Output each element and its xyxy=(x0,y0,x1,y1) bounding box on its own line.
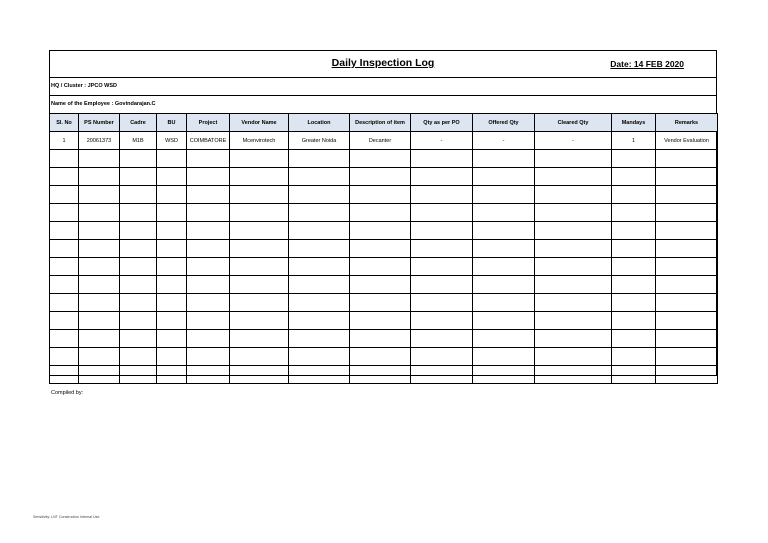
col-bu: BU xyxy=(157,114,187,132)
table-row xyxy=(50,258,718,276)
table-cell xyxy=(656,366,718,384)
table-cell xyxy=(50,294,79,312)
table-cell xyxy=(411,366,473,384)
cell-ps-number: 20061373 xyxy=(79,132,120,150)
table-cell xyxy=(350,348,411,366)
table-cell xyxy=(157,330,187,348)
col-offered-qty: Offered Qty xyxy=(473,114,535,132)
col-cadre: Cadre xyxy=(120,114,157,132)
col-ps-number: PS Number xyxy=(79,114,120,132)
table-cell xyxy=(79,150,120,168)
table-row xyxy=(50,276,718,294)
compiled-by-label: Compiled by: xyxy=(51,390,84,396)
table-row xyxy=(50,204,718,222)
table-cell xyxy=(289,240,350,258)
table-row xyxy=(50,132,718,150)
table-cell xyxy=(411,312,473,330)
table-cell xyxy=(289,204,350,222)
table-cell xyxy=(612,186,656,204)
table-cell xyxy=(230,312,289,330)
table-cell xyxy=(656,222,718,240)
table-cell xyxy=(535,330,612,348)
table-cell xyxy=(157,348,187,366)
table-cell xyxy=(230,168,289,186)
table-cell xyxy=(350,168,411,186)
table-cell xyxy=(350,240,411,258)
table-cell xyxy=(473,312,535,330)
table-cell xyxy=(612,348,656,366)
employee-row xyxy=(50,96,716,114)
table-cell xyxy=(411,186,473,204)
table-cell xyxy=(230,204,289,222)
table-cell xyxy=(350,294,411,312)
table-cell xyxy=(411,294,473,312)
table-cell xyxy=(473,348,535,366)
table-cell xyxy=(50,312,79,330)
col-remarks: Remarks xyxy=(656,114,718,132)
table-cell xyxy=(656,240,718,258)
table-row xyxy=(50,294,718,312)
table-cell xyxy=(350,330,411,348)
cell-bu: WSD xyxy=(157,132,187,150)
table-cell xyxy=(411,222,473,240)
table-cell xyxy=(187,222,230,240)
table-cell xyxy=(289,258,350,276)
table-row xyxy=(50,330,718,348)
table-cell xyxy=(79,222,120,240)
hq-cluster-row xyxy=(50,78,716,96)
table-cell xyxy=(350,276,411,294)
table-cell xyxy=(230,348,289,366)
table-cell xyxy=(120,258,157,276)
table-cell xyxy=(187,204,230,222)
table-cell xyxy=(289,186,350,204)
table-cell xyxy=(157,150,187,168)
table-cell xyxy=(157,186,187,204)
col-qty-po: Qty as per PO xyxy=(411,114,473,132)
table-cell xyxy=(50,240,79,258)
table-cell xyxy=(350,312,411,330)
table-cell xyxy=(50,276,79,294)
table-cell xyxy=(612,168,656,186)
table-cell xyxy=(120,222,157,240)
table-cell xyxy=(50,186,79,204)
table-cell xyxy=(187,348,230,366)
table-cell xyxy=(473,366,535,384)
table-cell xyxy=(535,312,612,330)
table-cell xyxy=(535,222,612,240)
table-cell xyxy=(411,348,473,366)
table-cell xyxy=(120,168,157,186)
table-cell xyxy=(187,168,230,186)
table-cell xyxy=(79,258,120,276)
table-cell xyxy=(79,186,120,204)
table-cell xyxy=(535,240,612,258)
table-cell xyxy=(411,150,473,168)
table-cell xyxy=(612,204,656,222)
table-cell xyxy=(411,240,473,258)
table-cell xyxy=(289,348,350,366)
table-cell xyxy=(79,348,120,366)
table-cell xyxy=(350,204,411,222)
col-location: Location xyxy=(289,114,350,132)
table-cell xyxy=(411,276,473,294)
table-cell xyxy=(473,222,535,240)
table-cell xyxy=(656,294,718,312)
table-cell xyxy=(230,330,289,348)
table-cell xyxy=(656,258,718,276)
table-cell xyxy=(120,186,157,204)
table-cell xyxy=(79,330,120,348)
table-row xyxy=(50,366,718,384)
table-cell xyxy=(230,186,289,204)
table-cell xyxy=(50,150,79,168)
table-cell xyxy=(656,186,718,204)
table-cell xyxy=(230,222,289,240)
table-cell xyxy=(535,168,612,186)
table-cell xyxy=(79,366,120,384)
table-cell xyxy=(157,168,187,186)
table-cell xyxy=(187,150,230,168)
table-row xyxy=(50,186,718,204)
table-cell xyxy=(50,348,79,366)
table-row xyxy=(50,348,718,366)
table-cell xyxy=(79,240,120,258)
table-cell xyxy=(157,222,187,240)
table-cell xyxy=(50,366,79,384)
table-cell xyxy=(535,366,612,384)
col-project: Project xyxy=(187,114,230,132)
table-cell xyxy=(50,258,79,276)
col-description: Description of item xyxy=(350,114,411,132)
table-cell xyxy=(535,348,612,366)
table-cell xyxy=(187,258,230,276)
col-vendor-name: Vendor Name xyxy=(230,114,289,132)
table-cell xyxy=(230,150,289,168)
table-cell xyxy=(411,258,473,276)
table-cell xyxy=(120,294,157,312)
table-cell xyxy=(50,204,79,222)
table-cell xyxy=(157,204,187,222)
table-row xyxy=(50,168,718,186)
table-cell xyxy=(473,240,535,258)
table-cell xyxy=(230,258,289,276)
cell-remarks: Vendor Evaluation xyxy=(656,132,718,150)
table-cell xyxy=(120,330,157,348)
table-cell xyxy=(289,330,350,348)
table-cell xyxy=(612,258,656,276)
table-cell xyxy=(612,312,656,330)
table-cell xyxy=(411,330,473,348)
table-cell xyxy=(120,348,157,366)
table-cell xyxy=(79,276,120,294)
table-cell xyxy=(535,204,612,222)
table-cell xyxy=(656,168,718,186)
table-cell xyxy=(50,168,79,186)
table-cell xyxy=(157,276,187,294)
table-cell xyxy=(612,276,656,294)
table-cell xyxy=(187,330,230,348)
table-cell xyxy=(612,330,656,348)
table-cell xyxy=(120,276,157,294)
table-cell xyxy=(350,366,411,384)
table-cell xyxy=(187,294,230,312)
table-cell xyxy=(656,348,718,366)
table-cell xyxy=(473,168,535,186)
table-cell xyxy=(411,204,473,222)
table-cell xyxy=(656,204,718,222)
table-cell xyxy=(187,186,230,204)
table-cell xyxy=(473,258,535,276)
inspection-log-sheet xyxy=(49,50,717,376)
cell-cleared-qty: - xyxy=(535,132,612,150)
table-cell xyxy=(120,312,157,330)
table-cell xyxy=(289,168,350,186)
table-cell xyxy=(50,222,79,240)
table-cell xyxy=(535,276,612,294)
table-cell xyxy=(350,222,411,240)
table-cell xyxy=(350,186,411,204)
table-cell xyxy=(187,366,230,384)
table-cell xyxy=(79,312,120,330)
table-cell xyxy=(120,204,157,222)
page-title: Daily Inspection Log xyxy=(331,57,435,69)
employee-label: Name of the Employee : Govindarajan.C xyxy=(51,101,156,107)
table-cell xyxy=(79,168,120,186)
col-cleared-qty: Cleared Qty xyxy=(535,114,612,132)
table-cell xyxy=(473,204,535,222)
cell-cadre: M1B xyxy=(120,132,157,150)
table-cell xyxy=(473,276,535,294)
cell-location: Greater Noida xyxy=(289,132,350,150)
table-cell xyxy=(289,312,350,330)
table-cell xyxy=(656,330,718,348)
table-cell xyxy=(289,294,350,312)
table-cell xyxy=(656,276,718,294)
inspection-table xyxy=(49,113,718,384)
col-mandays: Mandays xyxy=(612,114,656,132)
table-cell xyxy=(120,366,157,384)
table-cell xyxy=(350,150,411,168)
table-cell xyxy=(411,168,473,186)
table-cell xyxy=(535,186,612,204)
table-row xyxy=(50,312,718,330)
table-cell xyxy=(612,222,656,240)
report-date: Date: 14 FEB 2020 xyxy=(610,59,684,69)
table-cell xyxy=(230,240,289,258)
cell-project: COIMBATORE xyxy=(187,132,230,150)
title-row xyxy=(50,51,716,78)
cell-mandays: 1 xyxy=(612,132,656,150)
sensitivity-label: Sensitivity: LNT Construction Internal Use xyxy=(33,515,100,519)
table-cell xyxy=(230,276,289,294)
table-cell xyxy=(535,294,612,312)
table-cell xyxy=(289,276,350,294)
table-cell xyxy=(157,258,187,276)
table-cell xyxy=(187,312,230,330)
cell-sl-no: 1 xyxy=(50,132,79,150)
table-cell xyxy=(473,294,535,312)
table-cell xyxy=(157,366,187,384)
table-cell xyxy=(230,366,289,384)
table-cell xyxy=(350,258,411,276)
table-cell xyxy=(473,150,535,168)
table-cell xyxy=(157,240,187,258)
table-cell xyxy=(120,240,157,258)
table-cell xyxy=(656,150,718,168)
table-cell xyxy=(612,240,656,258)
table-cell xyxy=(289,366,350,384)
cell-vendor-name: Mcenvirotech xyxy=(230,132,289,150)
table-cell xyxy=(157,294,187,312)
table-cell xyxy=(187,276,230,294)
table-cell xyxy=(230,294,289,312)
table-cell xyxy=(289,150,350,168)
table-cell xyxy=(157,312,187,330)
cell-description: Decanter xyxy=(350,132,411,150)
table-row xyxy=(50,150,718,168)
table-cell xyxy=(79,204,120,222)
table-row xyxy=(50,222,718,240)
table-cell xyxy=(473,330,535,348)
table-cell xyxy=(612,366,656,384)
col-sl-no: Sl. No xyxy=(50,114,79,132)
hq-cluster-label: HQ / Cluster : JPCO WSD xyxy=(51,83,118,89)
table-header-row xyxy=(50,114,718,132)
table-cell xyxy=(612,150,656,168)
table-cell xyxy=(120,150,157,168)
table-cell xyxy=(187,240,230,258)
table-cell xyxy=(50,330,79,348)
table-cell xyxy=(612,294,656,312)
table-cell xyxy=(656,312,718,330)
table-cell xyxy=(535,150,612,168)
cell-qty-po: - xyxy=(411,132,473,150)
table-cell xyxy=(289,222,350,240)
table-cell xyxy=(535,258,612,276)
table-cell xyxy=(79,294,120,312)
table-cell xyxy=(473,186,535,204)
cell-offered-qty: - xyxy=(473,132,535,150)
table-row xyxy=(50,240,718,258)
